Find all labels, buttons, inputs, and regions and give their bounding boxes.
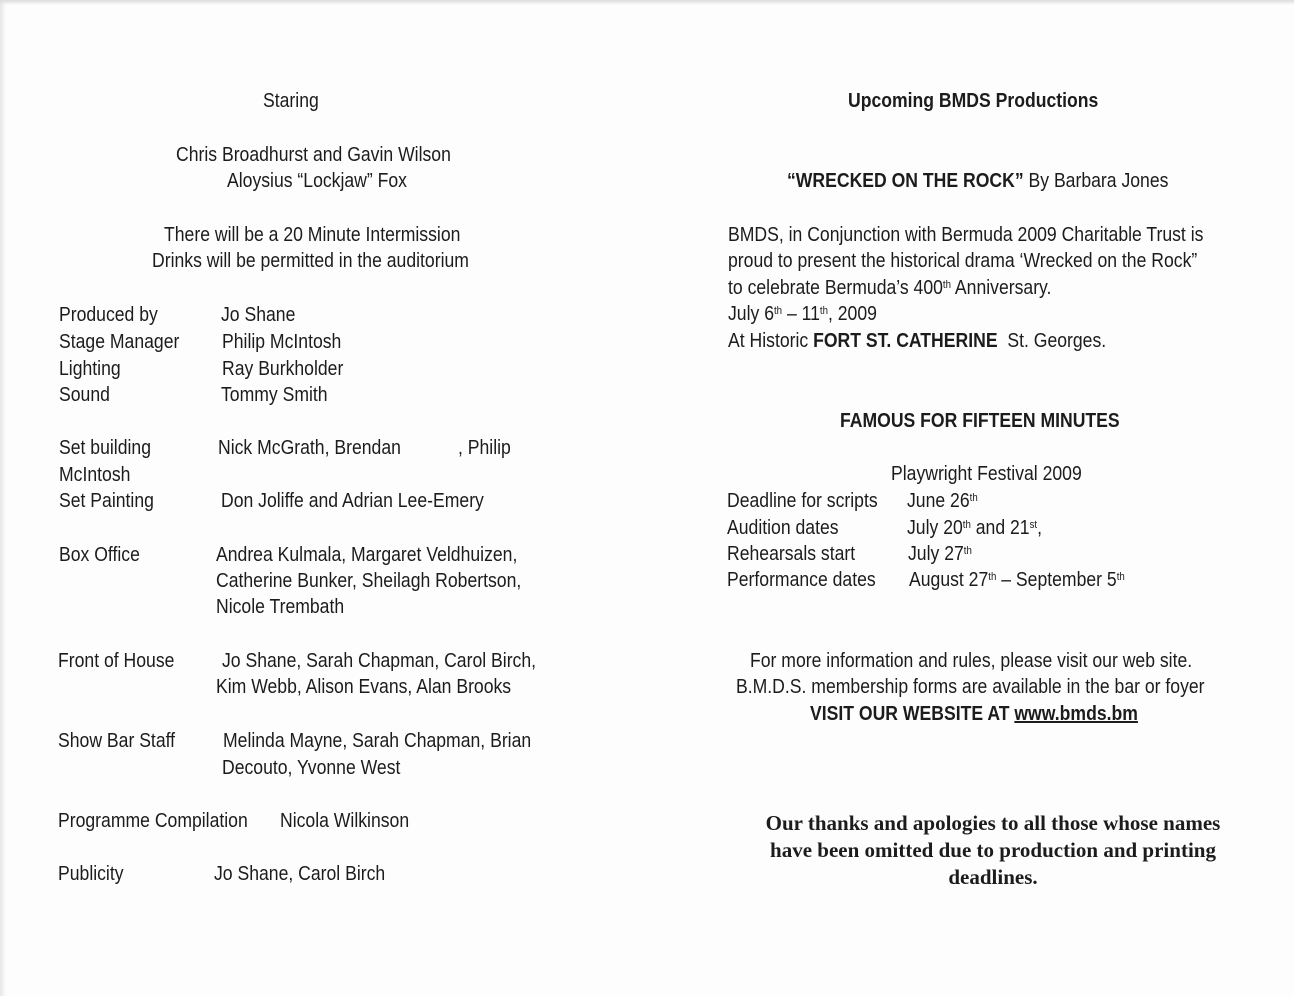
wreck-date-a: July 6 [728, 303, 774, 325]
wreck-date-c: , 2009 [827, 303, 877, 325]
stage-manager-label: Stage Manager [59, 331, 180, 353]
publicity-label: Publicity [58, 863, 124, 885]
wreck-date-sup-2: th [819, 305, 828, 317]
starring-heading: Staring [263, 90, 319, 112]
box-office-label: Box Office [59, 544, 140, 566]
website-link[interactable]: www.bmds.bm [1014, 703, 1138, 725]
audition-sup-2: st [1029, 519, 1038, 531]
wreck-line-1: BMDS, in Conjunction with Bermuda 2009 Charitable Trust is [728, 224, 1204, 246]
thanks-line-2: have been omitted due to production and printing [770, 838, 1216, 862]
front-of-house-line-1: Jo Shane, Sarah Chapman, Carol Birch, [222, 650, 537, 672]
produced-by-label: Produced by [59, 304, 158, 326]
paper-edge-top [0, 0, 1294, 5]
wreck-title-line [787, 168, 1168, 194]
thanks-line-1: Our thanks and apologies to all those whose names [765, 811, 1221, 835]
show-bar-line-2: Decouto, Yvonne West [222, 757, 401, 779]
produced-by-value: Jo Shane [221, 304, 296, 326]
wreck-venue [728, 328, 1106, 354]
sound-label: Sound [59, 384, 110, 406]
info-line-2: B.M.D.S. membership forms are available in the bar or foyer [736, 676, 1205, 698]
front-of-house-label: Front of House [58, 650, 175, 672]
rehearsal-label: Rehearsals start [727, 543, 856, 565]
intermission-line-1: There will be a 20 Minute Intermission [164, 224, 461, 246]
wreck-venue-a: At Historic [728, 330, 814, 352]
box-office-line-1: Andrea Kulmala, Margaret Veldhuizen, [216, 544, 518, 566]
rehearsal-date: July 27 [908, 543, 964, 565]
performance-b: – September 5 [996, 569, 1117, 591]
upcoming-heading: Upcoming BMDS Productions [848, 90, 1099, 112]
wreck-date-sup-1: th [773, 305, 783, 317]
stage-manager-value: Philip McIntosh [222, 331, 342, 353]
thanks-line-3: deadlines. [948, 865, 1038, 889]
deadline-date: June 26 [907, 490, 970, 512]
set-painting-label: Set Painting [59, 490, 154, 512]
wreck-author: By Barbara Jones [1028, 170, 1169, 192]
set-building-value-3: McIntosh [59, 464, 131, 486]
cast-line-1: Chris Broadhurst and Gavin Wilson [176, 144, 451, 166]
audition-c: , [1037, 517, 1043, 539]
sound-value: Tommy Smith [221, 384, 328, 406]
publicity-value: Jo Shane, Carol Birch [214, 863, 386, 885]
visit-line [810, 701, 1138, 727]
box-office-line-2: Catherine Bunker, Sheilagh Robertson, [216, 570, 522, 592]
performance-label: Performance dates [727, 569, 876, 591]
lighting-label: Lighting [59, 358, 121, 380]
rehearsal-value [908, 541, 972, 567]
deadline-value [907, 488, 978, 514]
performance-sup-1: th [988, 571, 997, 583]
wreck-line-3-sup: th [942, 279, 952, 291]
deadline-sup: th [969, 492, 978, 504]
famous-heading: FAMOUS FOR FIFTEEN MINUTES [840, 410, 1120, 432]
audition-b: and 21 [970, 517, 1030, 539]
wreck-venue-b: St. Georges. [997, 330, 1107, 352]
audition-a: July 20 [907, 517, 963, 539]
wreck-venue-bold: FORT ST. CATHERINE [813, 330, 998, 352]
audition-sup-1: th [962, 519, 971, 531]
performance-sup-2: th [1116, 571, 1125, 583]
programme-value: Nicola Wilkinson [280, 810, 410, 832]
info-line-1: For more information and rules, please visit our web site. [750, 650, 1193, 672]
wreck-title: “WRECKED ON THE ROCK” [787, 170, 1024, 192]
performance-value [909, 567, 1125, 593]
wreck-line-3 [728, 275, 1051, 301]
wreck-date-b: – 11 [782, 303, 820, 325]
wreck-line-3-b: Anniversary. [951, 277, 1052, 299]
paper-edge-left [0, 0, 6, 996]
lighting-value: Ray Burkholder [222, 358, 344, 380]
box-office-line-3: Nicole Trembath [216, 596, 345, 618]
front-of-house-line-2: Kim Webb, Alison Evans, Alan Brooks [216, 676, 512, 698]
programme-label: Programme Compilation [58, 810, 248, 832]
set-building-value: Nick McGrath, Brendan [218, 437, 401, 459]
performance-a: August 27 [909, 569, 989, 591]
wreck-line-2: proud to present the historical drama ‘Wrecked on the Rock” [728, 250, 1198, 272]
wreck-dates [728, 301, 877, 327]
intermission-line-2: Drinks will be permitted in the auditorium [152, 250, 469, 272]
audition-value [907, 515, 1042, 541]
set-painting-value: Don Joliffe and Adrian Lee-Emery [221, 490, 484, 512]
festival-title: Playwright Festival 2009 [891, 463, 1082, 485]
visit-text: VISIT OUR WEBSITE AT [810, 703, 1015, 725]
wreck-line-3-a: to celebrate Bermuda’s 400 [728, 277, 943, 299]
audition-label: Audition dates [727, 517, 839, 539]
set-building-label: Set building [59, 437, 151, 459]
set-building-value-2: , Philip [458, 437, 511, 459]
rehearsal-sup: th [963, 545, 972, 557]
show-bar-label: Show Bar Staff [58, 730, 176, 752]
deadline-label: Deadline for scripts [727, 490, 878, 512]
cast-line-2: Aloysius “Lockjaw” Fox [227, 170, 407, 192]
show-bar-line-1: Melinda Mayne, Sarah Chapman, Brian [223, 730, 532, 752]
